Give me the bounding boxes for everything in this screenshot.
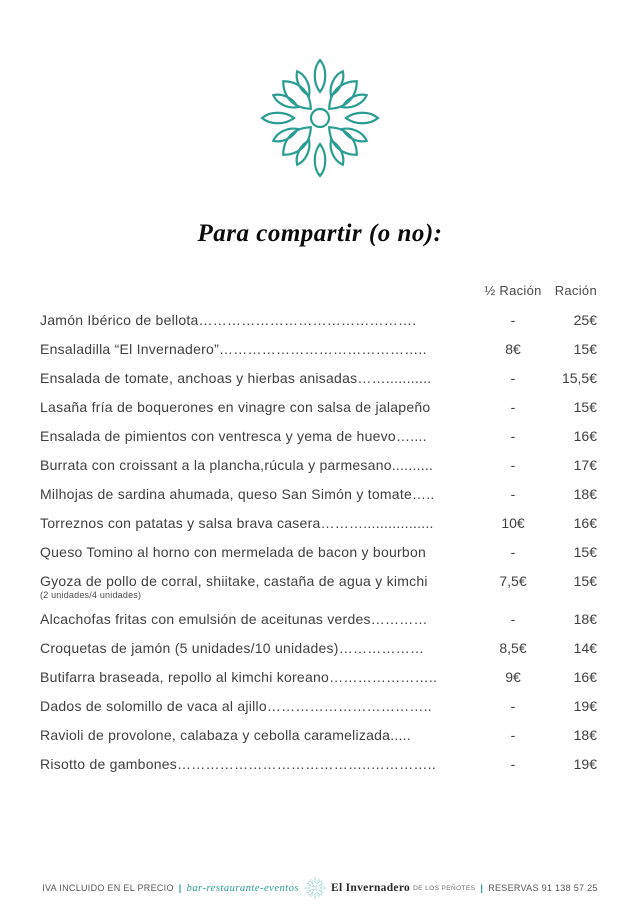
item-note: (2 unidades/4 unidades) (40, 590, 142, 600)
menu-row (40, 750, 597, 779)
item-price-half: 9€ (505, 669, 521, 685)
footer-separator-2: | (480, 883, 484, 893)
item-name: Ensaladilla “El Invernadero”…………………………………….. (40, 341, 427, 357)
item-price-half: - (510, 428, 516, 444)
item-name: Croquetas de jamón (5 unidades/10 unidades)……………… (40, 640, 425, 656)
item-name: Gyoza de pollo de corral, shiitake, castaña de agua y kimchi (40, 573, 428, 589)
item-price-half: - (510, 370, 516, 386)
page-title: Para compartir (o no): (197, 220, 443, 247)
item-name: Ensalada de tomate, anchoas y hierbas anisadas……........... (40, 370, 432, 386)
menu-row (40, 335, 597, 364)
footer-separator: | (178, 883, 182, 893)
item-price-full: 25€ (573, 312, 597, 328)
item-name: Dados de solomillo de vaca al ajillo…………………………….. (40, 698, 432, 714)
column-header-racion: Ración (554, 283, 597, 298)
item-price-half: - (510, 544, 516, 560)
item-name-cell (40, 364, 481, 393)
footer-iva-text: IVA INCLUIDO EN EL PRECIO (42, 883, 174, 893)
item-name: Jamón Ibérico de bellota………………………………………. (40, 312, 417, 328)
item-name: Burrata con croissant a la plancha,rúcula y parmesano.......... (40, 457, 434, 473)
item-name-cell (40, 634, 481, 663)
item-price-full: 15€ (573, 341, 597, 357)
menu-row (40, 451, 597, 480)
menu-row (40, 721, 597, 750)
item-price-half: 7,5€ (499, 573, 527, 589)
item-price-full: 18€ (573, 727, 597, 743)
item-name: Torreznos con patatas y salsa brava casera………................. (40, 515, 434, 531)
menu-row (40, 306, 597, 335)
item-name-cell (40, 663, 481, 692)
footer-flower-icon (304, 877, 326, 899)
item-name: Risotto de gambones…………………………………..………….. (40, 756, 436, 772)
menu-row (40, 509, 597, 538)
menu-row (40, 634, 597, 663)
item-name-cell (40, 692, 481, 721)
item-name: Alcachofas fritas con emulsión de aceitunas verdes………… (40, 611, 428, 627)
item-price-full: 16€ (573, 515, 597, 531)
item-price-half: - (510, 486, 516, 502)
item-price-half: 8€ (505, 341, 521, 357)
menu-row (40, 364, 597, 393)
menu-row (40, 393, 597, 422)
item-price-full: 18€ (573, 486, 597, 502)
menu-row (40, 692, 597, 721)
item-price-full: 15,5€ (561, 370, 597, 386)
column-headers (40, 276, 597, 298)
item-name-cell (40, 750, 481, 779)
item-price-half: - (510, 399, 516, 415)
item-price-half: - (510, 698, 516, 714)
item-name: Butifarra braseada, repollo al kimchi koreano………………….. (40, 669, 438, 685)
item-name-cell (40, 393, 481, 422)
item-name: Lasaña fría de boquerones en vinagre con salsa de jalapeño (40, 399, 431, 415)
menu-table (40, 276, 597, 779)
item-price-full: 14€ (573, 640, 597, 656)
item-price-half: 8,5€ (499, 640, 527, 656)
item-name-cell (40, 538, 481, 567)
item-name-cell (40, 721, 481, 750)
item-name: Milhojas de sardina ahumada, queso San Simón y tomate….. (40, 486, 435, 502)
menu-row (40, 663, 597, 692)
item-price-half: 10€ (501, 515, 525, 531)
item-name-cell (40, 306, 481, 335)
item-price-full: 16€ (573, 669, 597, 685)
footer-reservas-text: RESERVAS 91 138 57 25 (488, 883, 598, 893)
item-name-cell (40, 605, 481, 634)
item-name: Ravioli de provolone, calabaza y cebolla caramelizada..... (40, 727, 411, 743)
item-name: Queso Tomino al horno con mermelada de bacon y bourbon (40, 544, 427, 560)
item-price-half: - (510, 611, 516, 627)
item-price-full: 16€ (573, 428, 597, 444)
menu-row (40, 538, 597, 567)
item-name-cell (40, 335, 481, 364)
footer-brand-subtitle: DE LOS PEÑOTES (413, 884, 476, 892)
item-price-half: - (510, 756, 516, 772)
footer (0, 877, 640, 899)
brand-flower-logo (259, 58, 381, 178)
footer-brand-name: El Invernadero (331, 882, 411, 894)
item-price-full: 15€ (573, 544, 597, 560)
item-name-cell (40, 567, 481, 605)
menu-row (40, 480, 597, 509)
item-name-cell (40, 480, 481, 509)
item-name: Ensalada de pimientos con ventresca y yema de huevo….... (40, 428, 427, 444)
item-price-half: - (510, 457, 516, 473)
item-name-cell (40, 422, 481, 451)
item-price-full: 19€ (573, 756, 597, 772)
menu-row (40, 422, 597, 451)
item-price-full: 18€ (573, 611, 597, 627)
item-name-cell (40, 451, 481, 480)
item-price-full: 17€ (573, 457, 597, 473)
menu-list (40, 306, 597, 779)
menu-row (40, 567, 597, 605)
item-price-half: - (510, 312, 516, 328)
item-price-half: - (510, 727, 516, 743)
item-name-cell (40, 509, 481, 538)
footer-tagline: bar-restaurante-eventos (186, 882, 299, 894)
column-header-half-racion: ½ Ración (484, 283, 542, 298)
menu-row (40, 605, 597, 634)
item-price-full: 15€ (573, 573, 597, 589)
item-price-full: 19€ (573, 698, 597, 714)
item-price-full: 15€ (573, 399, 597, 415)
